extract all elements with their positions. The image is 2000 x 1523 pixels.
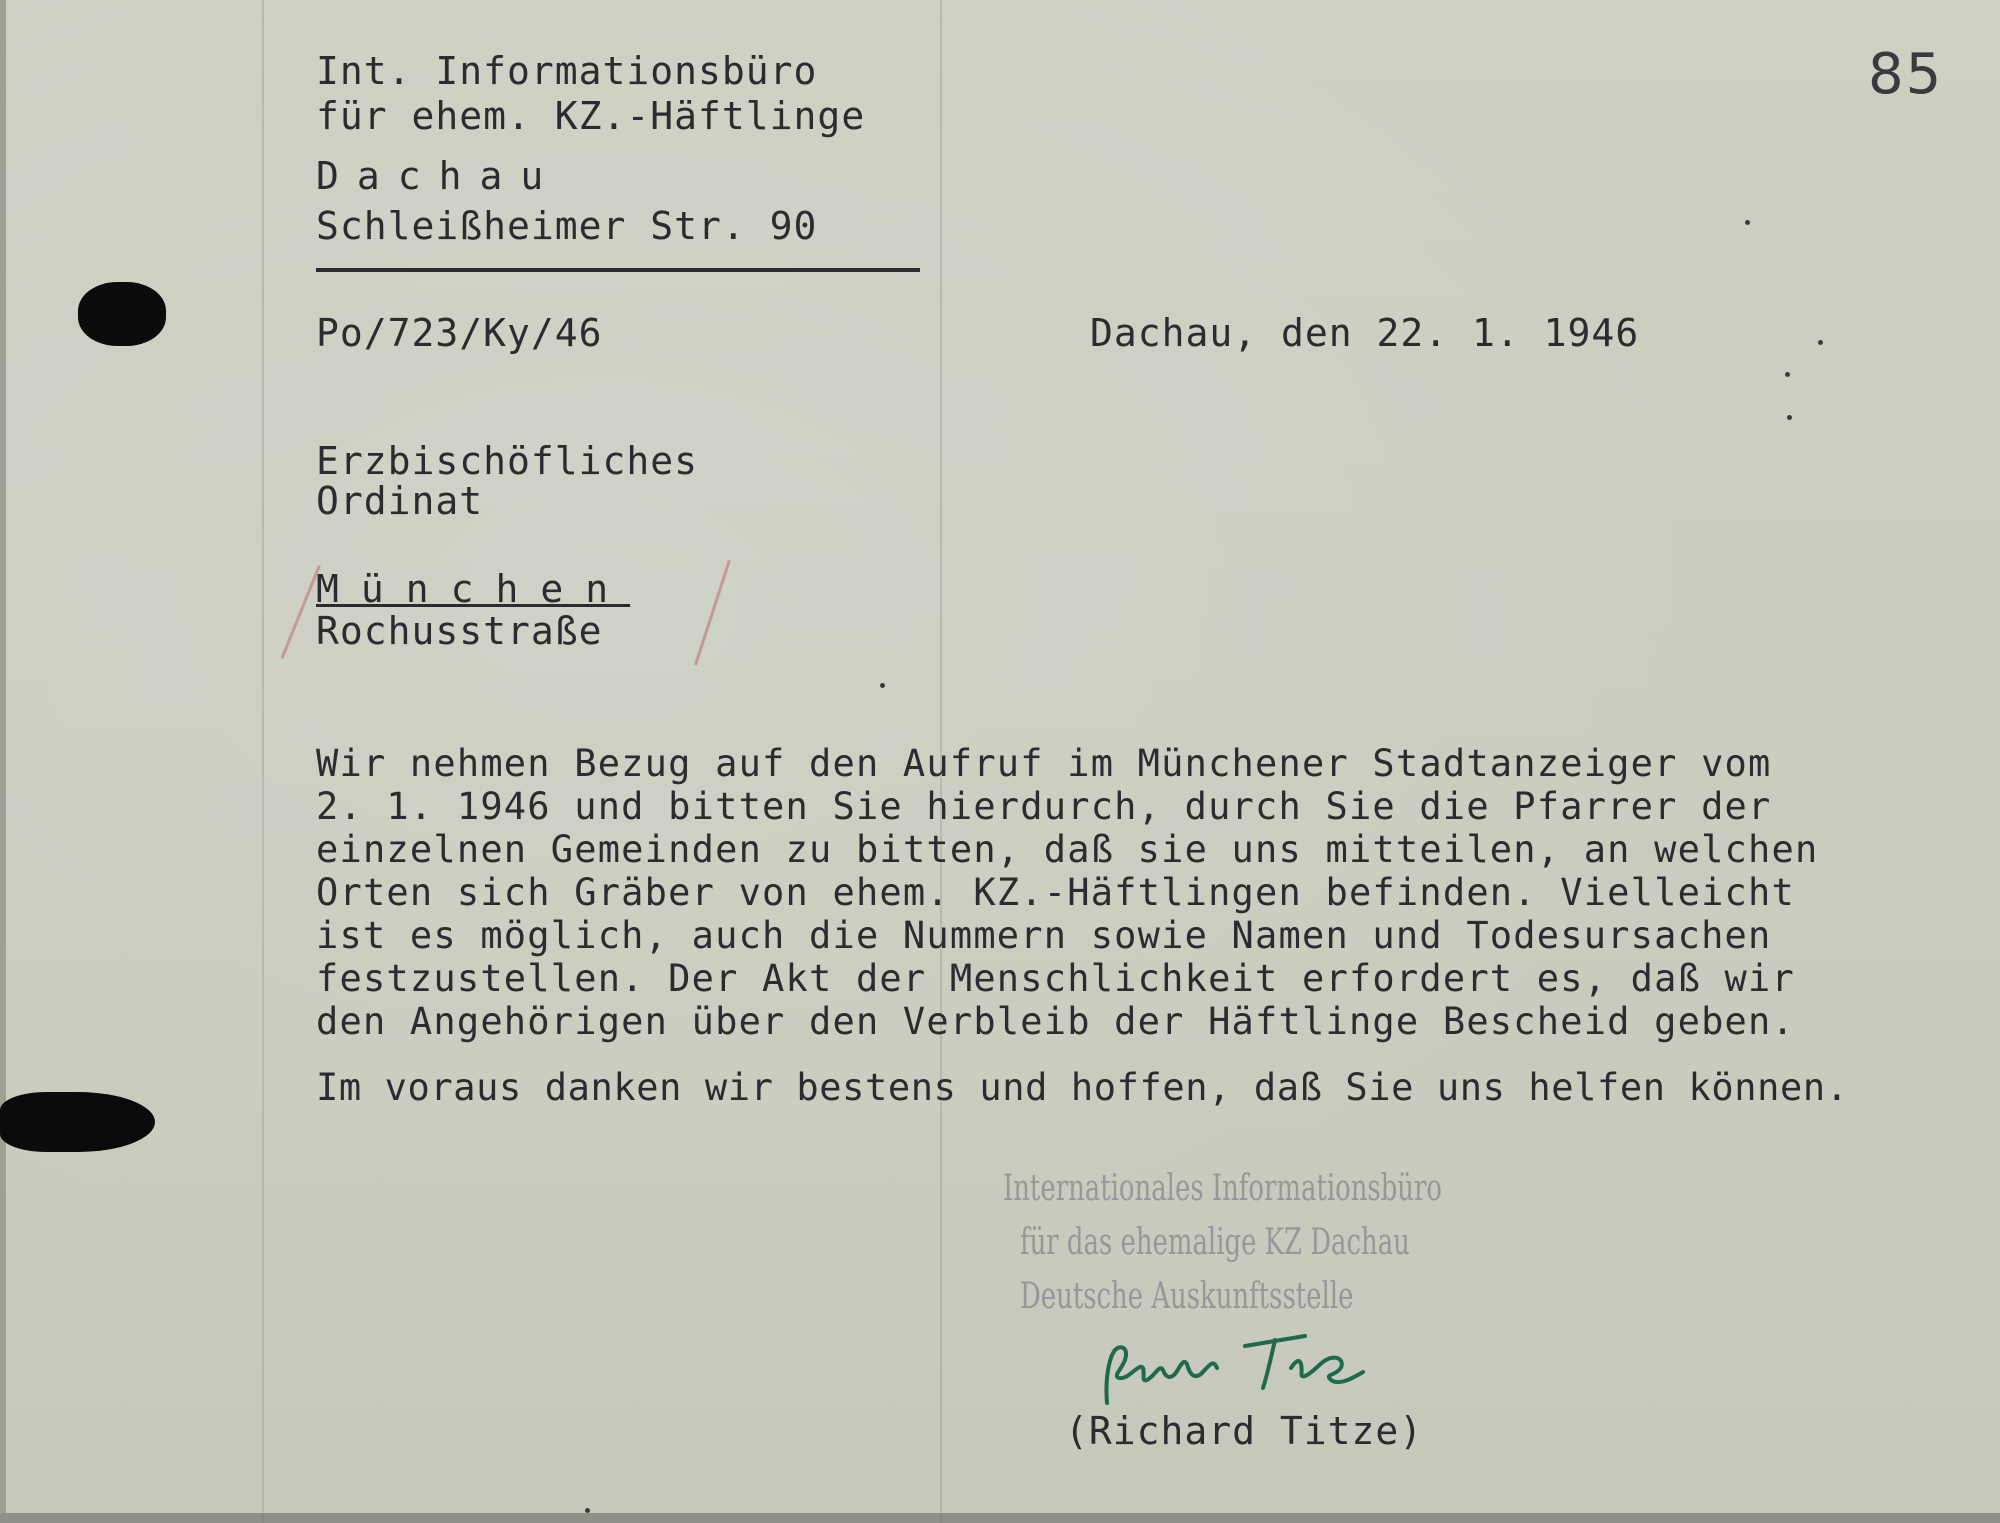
stamp-line-3: Deutsche Auskunftsstelle (1020, 1276, 1354, 1317)
page-bottom-edge (0, 1513, 2000, 1523)
paper-fold-line (262, 0, 264, 1523)
sender-city: Dachau (316, 154, 562, 198)
stamp-line-1: Internationales Informationsbüro (1003, 1168, 1442, 1209)
handwritten-signature (1095, 1318, 1395, 1418)
speck (1818, 340, 1823, 345)
body-line: 2. 1. 1946 und bitten Sie hierdurch, durch Sie die Pfarrer der (316, 785, 1772, 828)
page-number: 85 (1868, 42, 1944, 107)
body-line: den Angehörigen über den Verbleib der Häftlinge Bescheid geben. (316, 1000, 1795, 1043)
speck (1785, 372, 1790, 377)
recipient-line-1: Erzbischöfliches (316, 439, 699, 483)
recipient-line-2: Ordinat (316, 479, 484, 523)
speck (1745, 220, 1750, 225)
speck (880, 683, 885, 688)
sender-line-2: für ehem. KZ.-Häftlinge (316, 94, 866, 138)
date-line: Dachau, den 22. 1. 1946 (1090, 311, 1640, 355)
body-line: ist es möglich, auch die Nummern sowie Namen und Todesursachen (316, 914, 1772, 957)
sender-line-1: Int. Informationsbüro (316, 49, 818, 93)
body-line: einzelnen Gemeinden zu bitten, daß sie uns mitteilen, an welchen (316, 828, 1819, 871)
punch-hole (0, 1092, 155, 1152)
body-line: festzustellen. Der Akt der Menschlichkeit erfordert es, daß wir (316, 957, 1795, 1000)
speck (1787, 415, 1792, 420)
pencil-mark (694, 560, 731, 666)
reference-number: Po/723/Ky/46 (316, 311, 603, 355)
closing-line: Im voraus danken wir bestens und hoffen, daß Sie uns helfen können. (316, 1066, 1849, 1109)
letterhead-rule (316, 268, 920, 272)
body-line: Orten sich Gräber von ehem. KZ.-Häftlingen befinden. Vielleicht (316, 871, 1795, 914)
pencil-mark (281, 565, 321, 659)
speck (585, 1508, 590, 1513)
sender-street: Schleißheimer Str. 90 (316, 204, 818, 248)
recipient-street: Rochusstraße (316, 609, 603, 653)
recipient-city: München (316, 567, 631, 611)
page-left-edge (0, 0, 6, 1523)
signatory-name: (Richard Titze) (1065, 1409, 1424, 1453)
punch-hole (78, 282, 166, 346)
stamp-line-2: für das ehemalige KZ Dachau (1020, 1222, 1410, 1263)
body-line: Wir nehmen Bezug auf den Aufruf im Münchener Stadtanzeiger vom (316, 742, 1772, 785)
